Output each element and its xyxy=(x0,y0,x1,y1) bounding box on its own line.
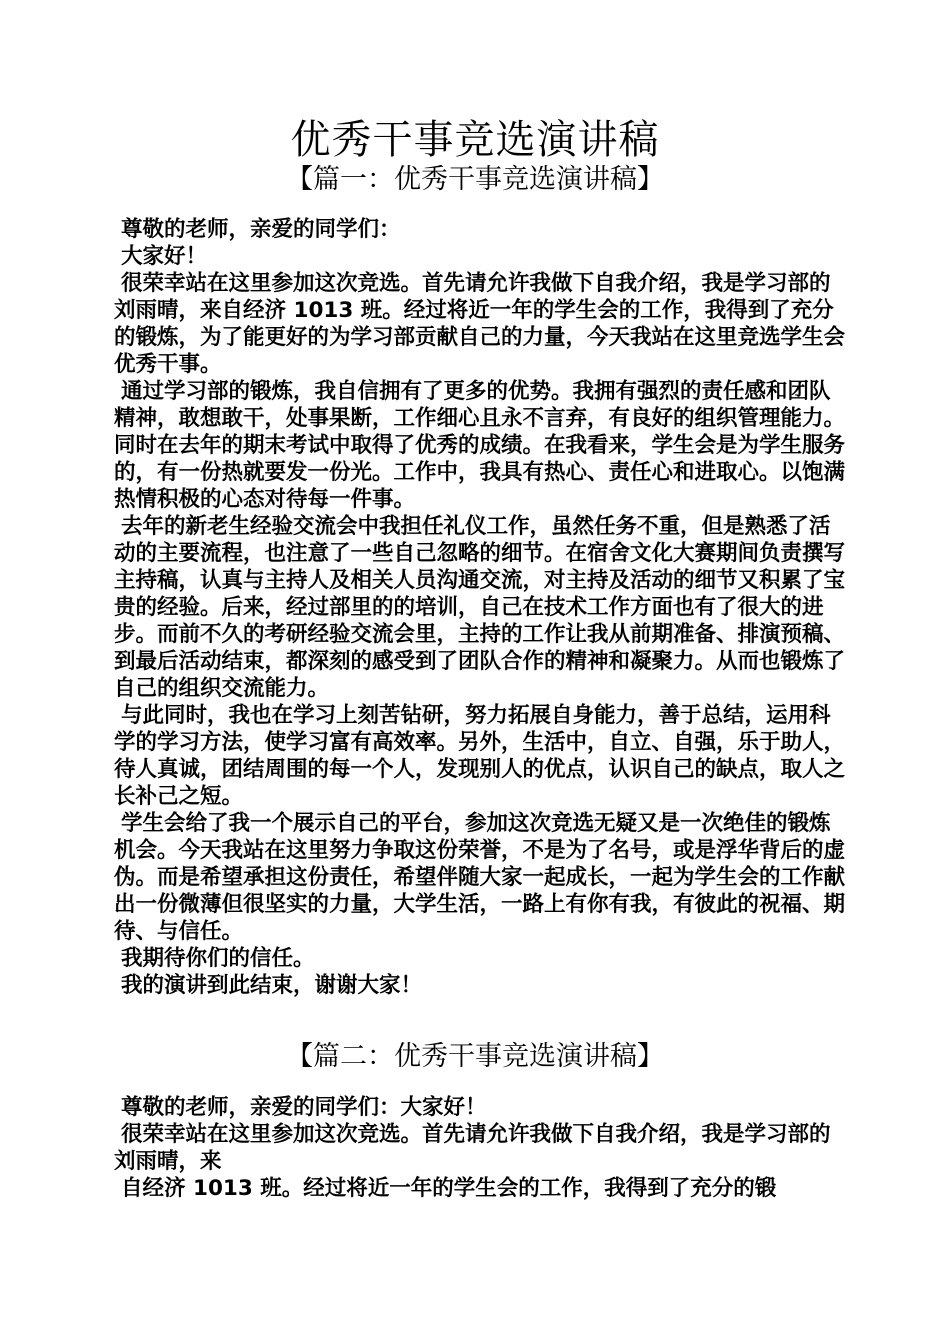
section-2-body xyxy=(114,1094,849,1202)
paragraph: 很荣幸站在这里参加这次竞选。首先请允许我做下自我介绍，我是学习部的刘雨晴，来 xyxy=(114,1122,831,1174)
paragraph: 我的演讲到此结束，谢谢大家！ xyxy=(121,973,423,998)
section-1-body xyxy=(114,216,849,999)
document-title: 优秀干事竞选演讲稿 xyxy=(290,117,660,163)
paragraph: 尊敬的老师，亲爱的同学们： xyxy=(121,217,401,242)
paragraph: 我期待你们的信任。 xyxy=(121,946,315,971)
paragraph: 通过学习部的锻炼，我自信拥有了更多的优势。我拥有强烈的责任感和团队精神，敢想敢干，处事果断，工作细心且永不言弃，有良好的组织管理能力。同时在去年的期末考试中取得了优秀的成绩。在我看来，学生会是为学生服务的，有一份热就要发一份光。工作中，我具有热心、责任心和进取心。以饱满热情积极的心态对待每一件事。 xyxy=(114,379,846,512)
paragraph: 去年的新老生经验交流会中我担任礼仪工作，虽然任务不重，但是熟悉了活动的主要流程，也注意了一些自己忽略的细节。在宿舍文化大赛期间负责撰写主持稿，认真与主持人及相关人员沟通交流，对主持及活动的细节又积累了宝贵的经验。后来，经过部里的的培训，自己在技术工作方面也有了很大的进步。而前不久的考研经验交流会里，主持的工作让我从前期准备、排演预稿、到最后活动结束，都深刻的感受到了团队合作的精神和凝聚力。从而也锻炼了自己的组织交流能力。 xyxy=(114,514,846,701)
paragraph: 与此同时，我也在学习上刻苦钻研，努力拓展自身能力，善于总结，运用科学的学习方法，使学习富有高效率。另外，生活中，自立、自强，乐于助人，待人真诚，团结周围的每一个人，发现别人的优点，认识自己的缺点，取人之长补己之短。 xyxy=(114,703,846,809)
section-1-heading: 【篇一：优秀干事竞选演讲稿】 xyxy=(286,164,664,195)
paragraph: 大家好！ xyxy=(121,244,208,269)
paragraph: 尊敬的老师，亲爱的同学们：大家好！ xyxy=(121,1095,487,1120)
paragraph: 学生会给了我一个展示自己的平台，参加这次竞选无疑又是一次绝佳的锻炼机会。今天我站在这里努力争取这份荣誉，不是为了名号，或是浮华背后的虚伪。而是希望承担这份责任，希望伴随大家一起成长，一起为学生会的工作献出一份微薄但很坚实的力量，大学生活，一路上有你有我，有彼此的祝福、期待、与信任。 xyxy=(114,811,846,944)
section-2-heading: 【篇二：优秀干事竞选演讲稿】 xyxy=(286,1041,664,1072)
paragraph: 很荣幸站在这里参加这次竞选。首先请允许我做下自我介绍，我是学习部的刘雨晴，来自经济 1013 班。经过将近一年的学生会的工作，我得到了充分的锻炼，为了能更好的为学习部贡献自己的力量，今天我站在这里竞选学生会优秀干事。 xyxy=(114,271,846,377)
paragraph: 自经济 1013 班。经过将近一年的学生会的工作，我得到了充分的锻 xyxy=(121,1176,777,1201)
